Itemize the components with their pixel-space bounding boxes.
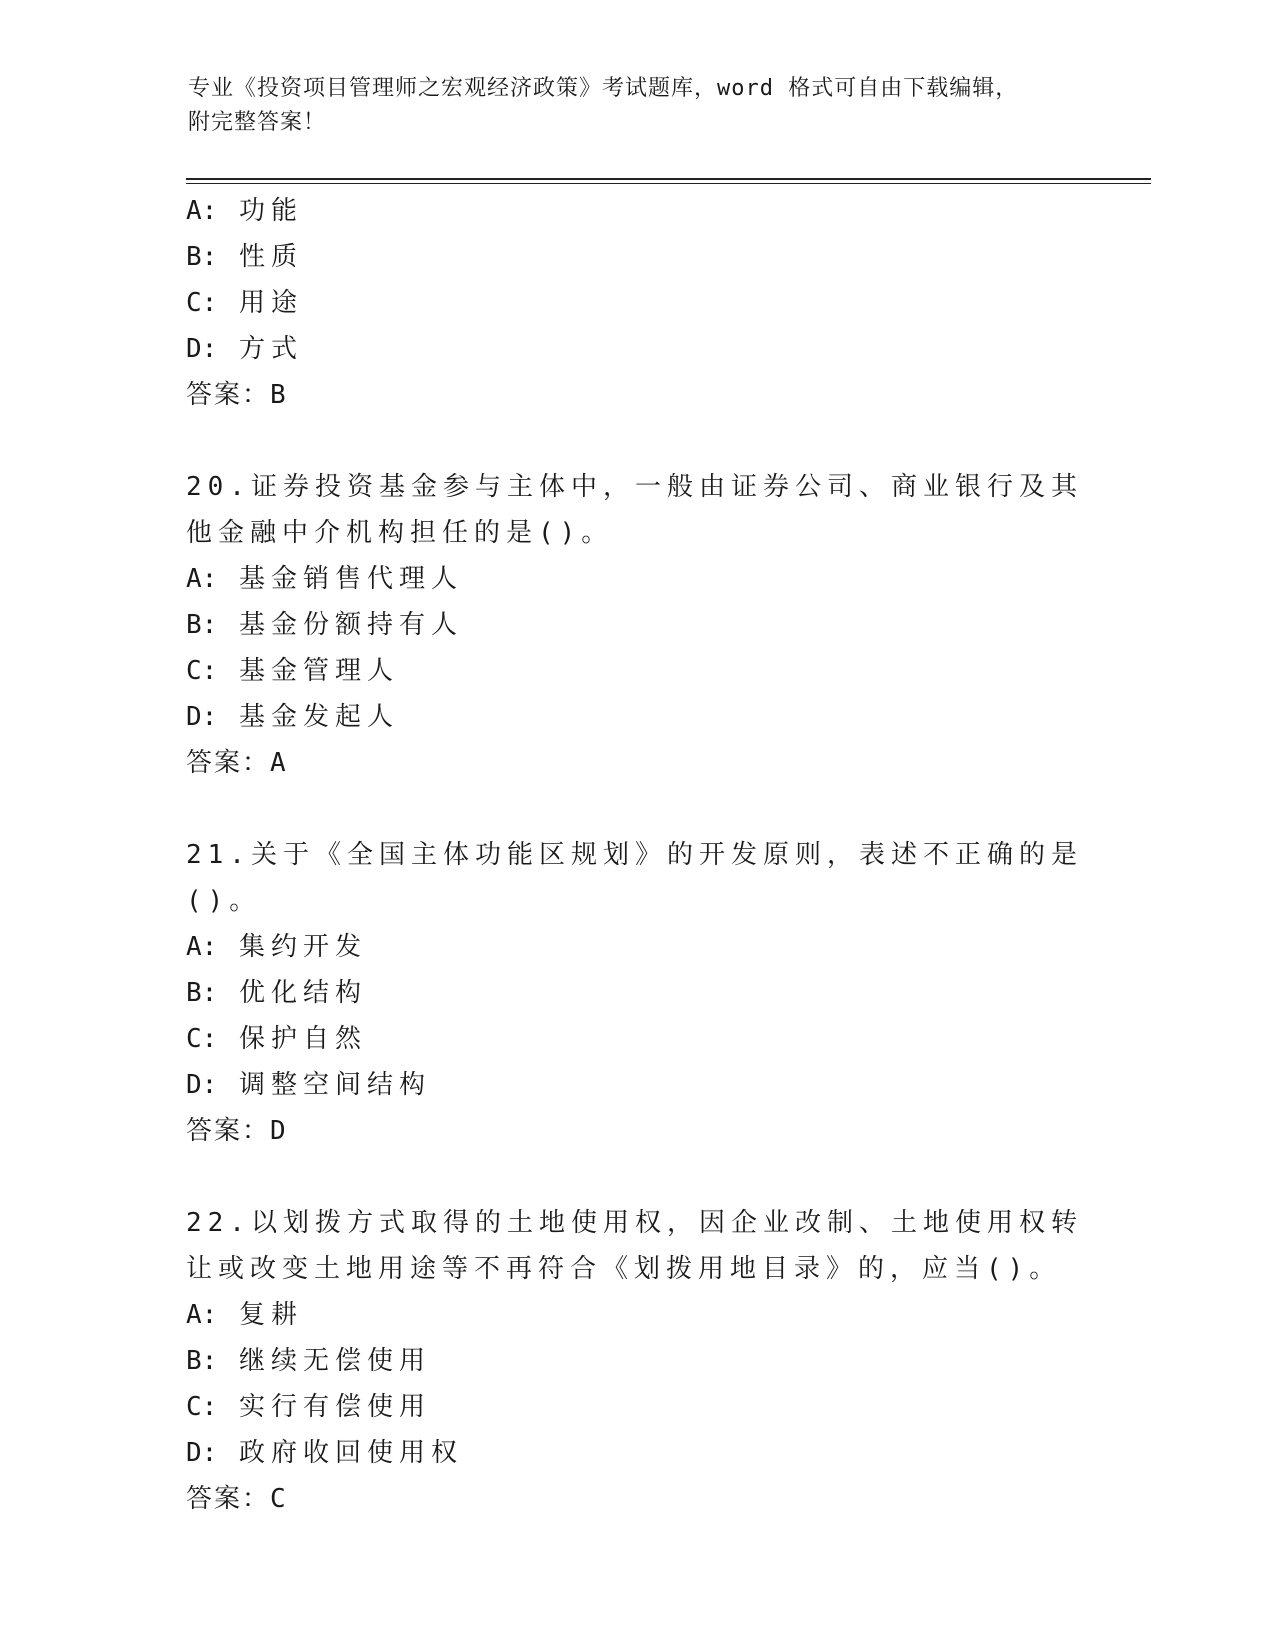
answer-line: 答案：C xyxy=(186,1484,288,1514)
question-stem: 22.以划拨方式取得的土地使用权，因企业改制、土地使用权转让或改变土地用途等不再符合《划拨用地目录》的，应当()。 xyxy=(186,1208,1083,1284)
spacer xyxy=(186,786,1106,832)
option-b: B: 性质 xyxy=(186,242,303,272)
option-a: A: 集约开发 xyxy=(186,932,367,962)
option-a: A: 基金销售代理人 xyxy=(186,564,463,594)
option-d: D: 基金发起人 xyxy=(186,702,399,732)
spacer xyxy=(186,418,1106,464)
option-b: B: 基金份额持有人 xyxy=(186,610,463,640)
option-c: C: 保护自然 xyxy=(186,1024,367,1054)
option-d: D: 方式 xyxy=(186,334,303,364)
question-21 xyxy=(186,832,1106,1154)
header-divider xyxy=(186,178,1151,184)
answer-line: 答案：A xyxy=(186,748,288,778)
spacer xyxy=(186,1154,1106,1200)
document-header xyxy=(188,72,1068,140)
question-stem: 20.证券投资基金参与主体中，一般由证券公司、商业银行及其他金融中介机构担任的是()。 xyxy=(186,472,1083,548)
option-d: D: 政府收回使用权 xyxy=(186,1438,463,1468)
question-20 xyxy=(186,464,1106,786)
header-line-1: 专业《投资项目管理师之宏观经济政策》考试题库，word 格式可自由下载编辑， xyxy=(188,76,1019,101)
option-a: A: 复耕 xyxy=(186,1300,303,1330)
option-b: B: 优化结构 xyxy=(186,978,367,1008)
option-b: B: 继续无偿使用 xyxy=(186,1346,431,1376)
question-list xyxy=(186,188,1106,1522)
option-c: C: 实行有偿使用 xyxy=(186,1392,431,1422)
option-c: C: 基金管理人 xyxy=(186,656,399,686)
answer-line: 答案：B xyxy=(186,380,288,410)
option-c: C: 用途 xyxy=(186,288,303,318)
question-stem: 21.关于《全国主体功能区规划》的开发原则，表述不正确的是()。 xyxy=(186,840,1083,916)
question-19 xyxy=(186,188,1106,418)
header-line-2: 附完整答案！ xyxy=(188,110,327,135)
answer-line: 答案：D xyxy=(186,1116,288,1146)
question-22 xyxy=(186,1200,1106,1522)
option-d: D: 调整空间结构 xyxy=(186,1070,431,1100)
option-a: A: 功能 xyxy=(186,196,303,226)
